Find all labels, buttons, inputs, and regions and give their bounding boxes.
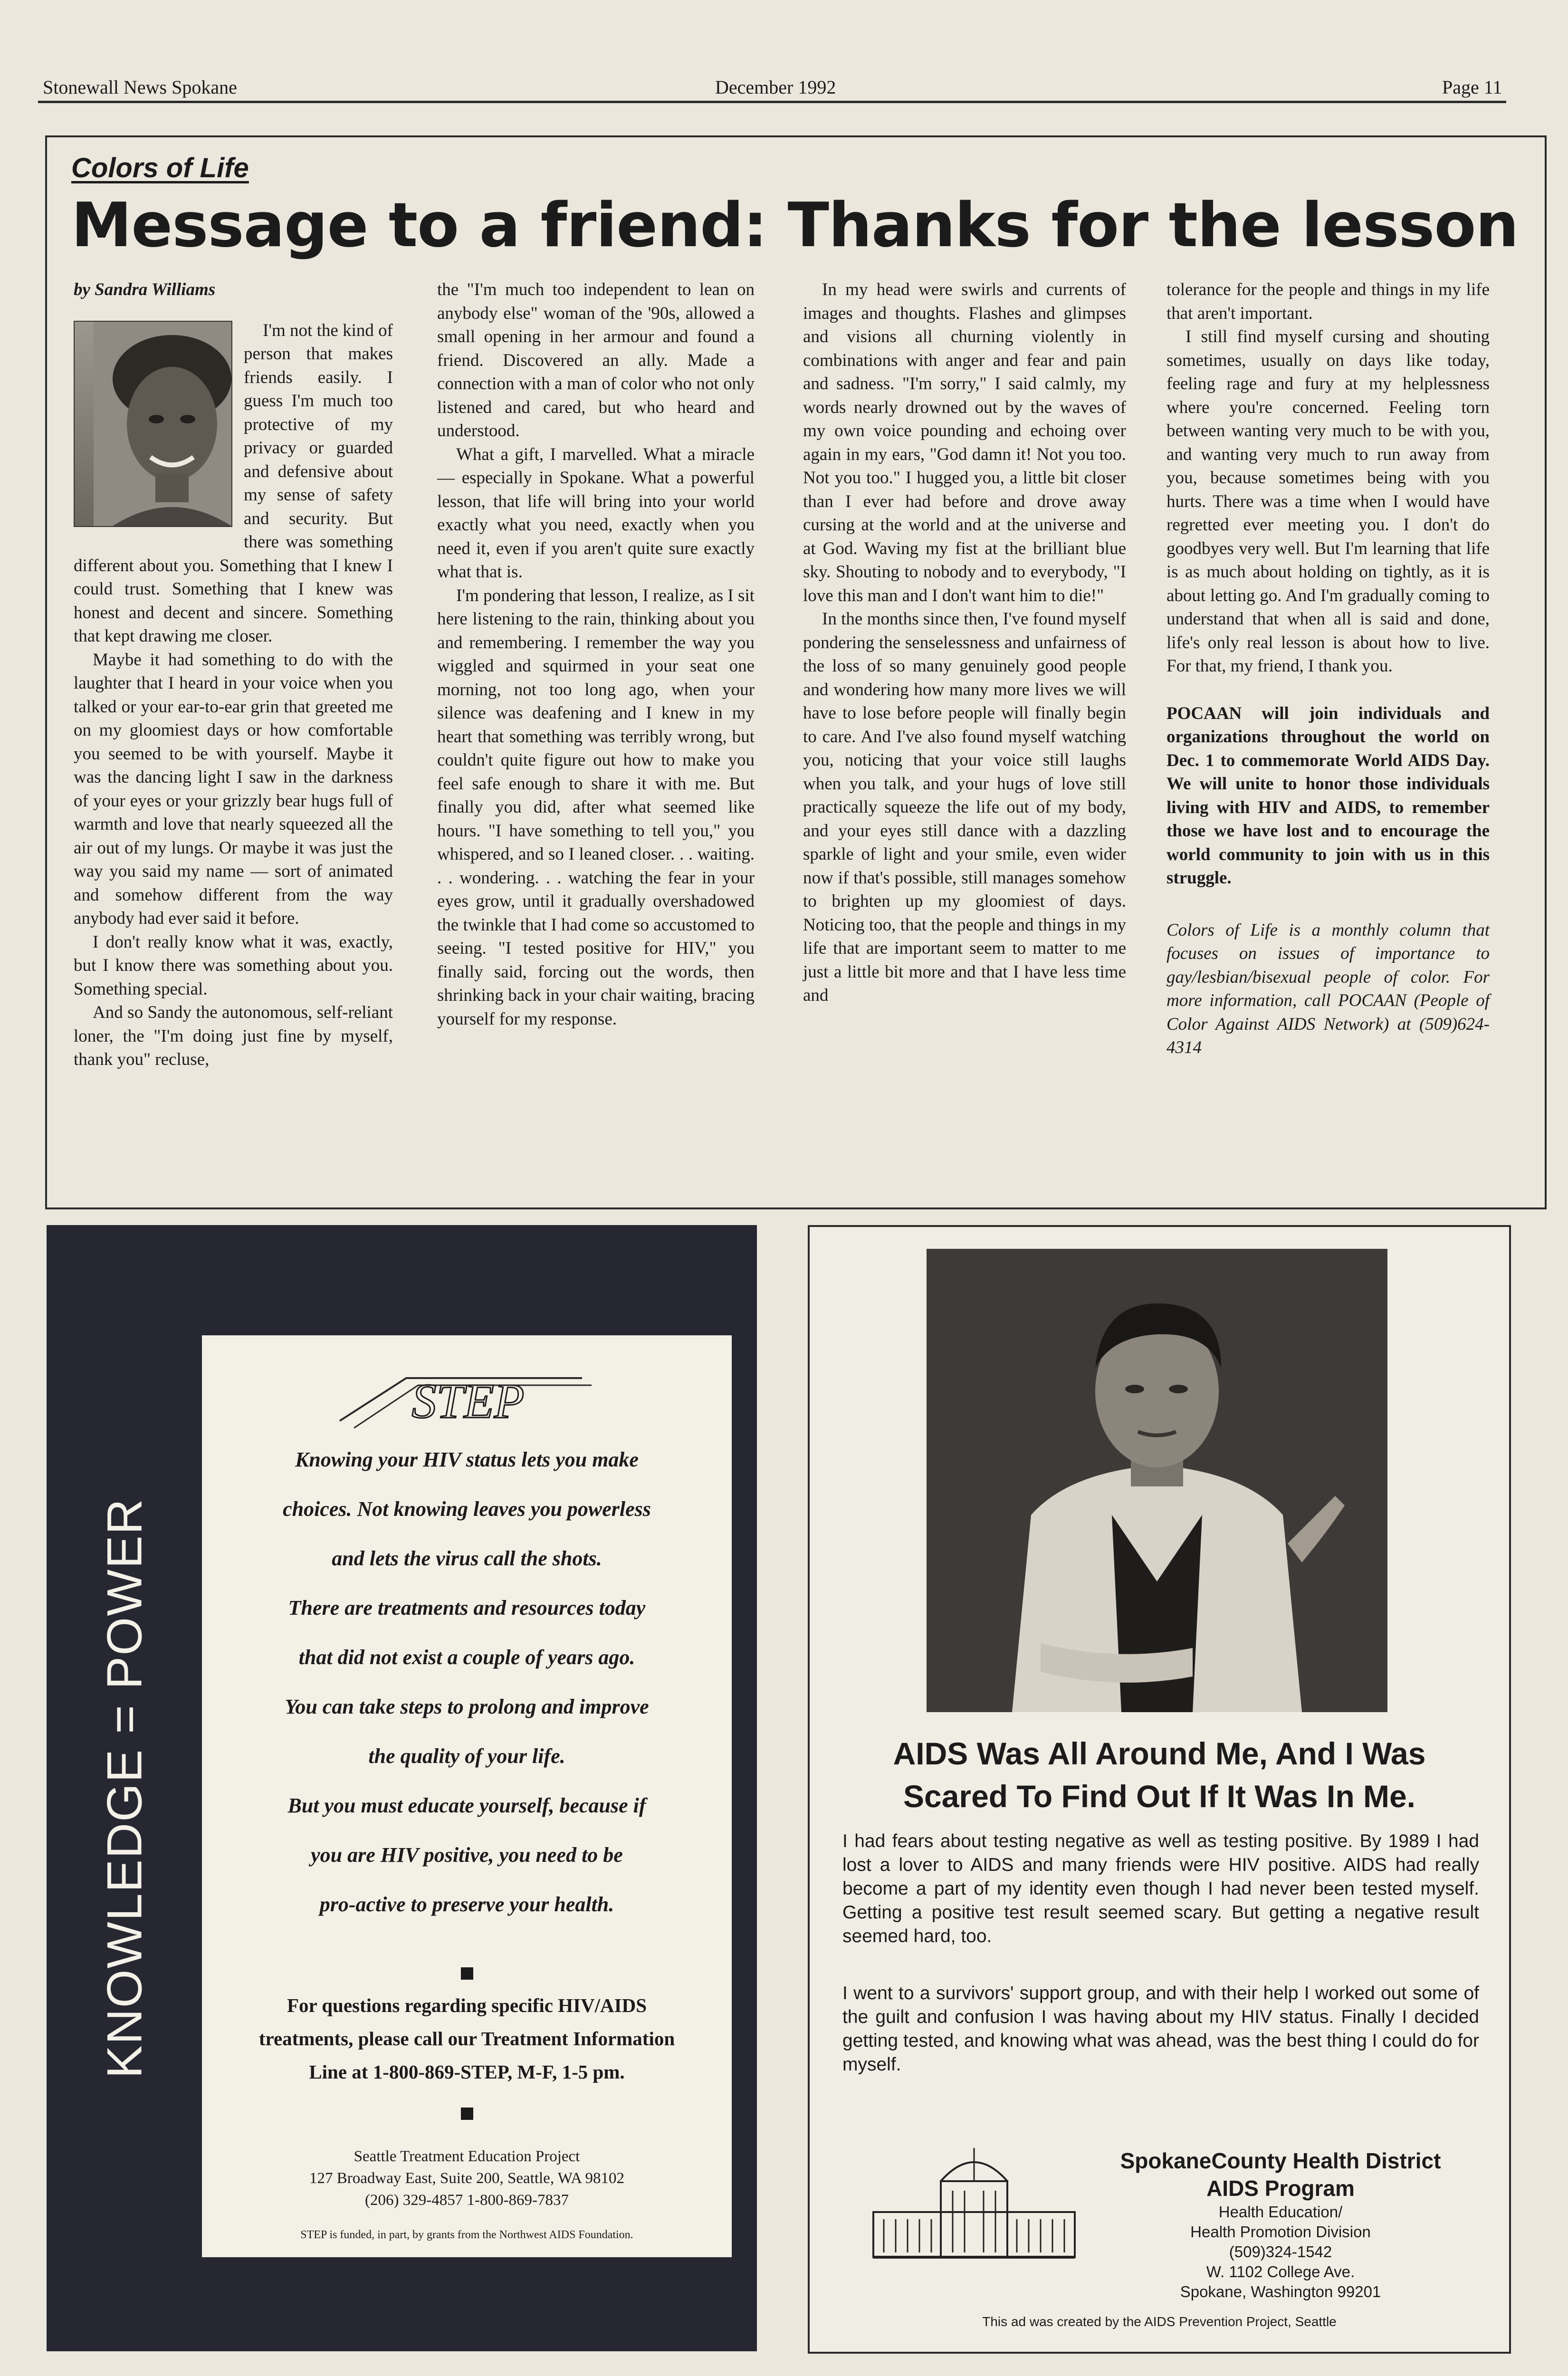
step-organization: Seattle Treatment Education Project 127 Broadway East, Suite 200, Seattle, WA 98102 (206) 329-4857 1-800-869-7837 bbox=[309, 2148, 624, 2209]
paragraph: And so Sandy the autonomous, self-reliant loner, the "I'm doing just fine by myself, thank you" recluse, bbox=[74, 1003, 393, 1069]
paragraph: Maybe it had something to do with the laughter that I heard in your voice when you talked or your ear-to-ear grin that greeted me on my gloomiest days or how comfortable you seemed to be with yourself. Maybe it was the dancing light I saw in the darkness of your eyes or your grizzly bear hugs full of warmth and love that nearly squeezed all the air out of my lungs. Or maybe it was just the way you said my name — sort of animated and somehow different from the way anybody had ever said it before. bbox=[74, 650, 393, 928]
man-portrait-photo bbox=[927, 1249, 1387, 1712]
paragraph: In the months since then, I've found myself pondering the senselessness and unfairness of the loss of so many genuinely good people and wondering how many more lives we will have to lose before people will finally begin to care. And I've also found myself watching you, noticing that your voice still laughs when you talk, and your hugs of love still practically squeeze the life out of my body, and your eyes still dance with a dazzling sparkle of light and your smile, even wider now if that's possible, still manages somehow to brighten up my gloomiest of days. Noticing too, that the people and things in my life that are important seem to matter to me just a little bit more and that I have less time and bbox=[803, 609, 1126, 1005]
street-address: W. 1102 College Ave. bbox=[1206, 2263, 1355, 2280]
program-name: AIDS Program bbox=[1206, 2176, 1355, 2201]
paragraph: I'm not the kind of person that makes friends easily. I guess I'm much too protective of my privacy or guarded and defensive about my sense of safety and security. But there was something different about you. Something that I knew I could trust. Something that I knew was honest and decent and sincere. Something that kept drawing me closer. bbox=[74, 320, 393, 646]
org-name: SpokaneCounty Health District bbox=[1120, 2148, 1441, 2173]
paragraph: I still find myself cursing and shouting sometimes, usually on days like today, feeling rage and fury at my helplessness where you're concerned. Feeling torn between wanting very much to be with you, and wanting very much to run away from you, because sometimes being with you hurts. There was a time when I would have regretted ever meeting you. I don't do goodbyes very well. But I'm learning that life is as much about holding on tightly, as it is about letting go. And I'm gradually coming to understand that when all is said and done, life's only real lesson is about how to live. For that, my friend, I thank you. bbox=[1166, 327, 1490, 676]
ad-credit: This ad was created by the AIDS Prevention Project, Seattle bbox=[982, 2314, 1337, 2329]
author-photo bbox=[74, 321, 232, 527]
paragraph: In my head were swirls and currents of images and thoughts. Flashes and glimpses and visions all churning violently in combinations with anger and fear and pain and sadness. "I'm sorry," I said calmly, my words nearly drowned out by the waves of my own voice pounding and echoing over again in my ears, "God damn it! Not you too. Not you too." I hugged you, a little bit closer than I ever had before and drove away cursing at the world and at the universe and at God. Waving my fist at the brilliant blue sky. Shouting to nobody and to everybody, "I love this man and I don't want him to die!" bbox=[803, 280, 1126, 605]
step-ad-content bbox=[202, 1335, 732, 2257]
city-address: Spokane, Washington 99201 bbox=[1180, 2283, 1381, 2300]
article-column-1 bbox=[74, 278, 393, 1072]
article-column-3 bbox=[803, 278, 1126, 1007]
step-contact-info: For questions regarding specific HIV/AIDS treatments, please call our Treatment Information Line at 1-800-869-STEP, M-F, 1-5 pm. bbox=[258, 1994, 675, 2083]
column-note: Colors of Life is a monthly column that focuses on issues of importance to gay/lesbian/bisexual people of color. For more information, call POCAAN (People of Color Against AIDS Network) at (509)624-4314 bbox=[1166, 920, 1490, 1057]
step-message: Knowing your HIV status lets you make choices. Not knowing leaves you powerless and lets the virus call the shots. There are treatments and resources today that did not exist a couple of years ago. You can take steps to prolong and improve the quality of your life. But you must educate yourself, because if you are HIV positive, you need to be pro-active to preserve your health. bbox=[283, 1448, 651, 1916]
pocaan-announcement: POCAAN will join individuals and organizations throughout the world on Dec. 1 to commemorate World AIDS Day. We will unite to honor those individuals living with HIV and AIDS, to remember those we have lost and to encourage the world community to join with us in this struggle. bbox=[1166, 703, 1490, 888]
article-column-2 bbox=[437, 278, 755, 1031]
publication-name: Stonewall News Spokane bbox=[43, 77, 237, 98]
step-logo bbox=[335, 1361, 601, 1437]
paragraph: the "I'm much too independent to lean on anybody else" woman of the '90s, allowed a small opening in her armour and found a friend. Discovered an ally. Made a connection with a man of color who not only listened and cared, but who heard and understood. bbox=[437, 280, 755, 441]
page-number: Page 11 bbox=[1442, 77, 1502, 98]
article-column-4 bbox=[1166, 278, 1490, 1060]
county-ad-paragraph: I went to a survivors' support group, and with their help I worked out some of the guilt and confusion I was having about my HIV status. Finally I decided getting tested, and knowing what was ahead, was the best thing I could do for myself. bbox=[842, 1983, 1479, 2075]
county-ad-headline: AIDS Was All Around Me, And I Was Scared To Find Out If It Was In Me. bbox=[893, 1736, 1426, 1814]
byline: by Sandra Williams bbox=[74, 280, 216, 299]
phone-number: (509)324-1542 bbox=[1229, 2243, 1332, 2261]
bullet-icon bbox=[461, 2108, 473, 2120]
step-side-panel bbox=[47, 1225, 203, 2351]
building-icon bbox=[870, 2141, 1079, 2264]
svg-text:STEP: STEP bbox=[411, 1374, 525, 1428]
knowledge-power-slogan: KNOWLEDGE = POWER bbox=[97, 1498, 153, 2079]
bullet-icon bbox=[461, 1967, 473, 1980]
paragraph: I don't really know what it was, exactly, but I know there was something about you. Something special. bbox=[74, 932, 393, 999]
column-kicker: Colors of Life bbox=[71, 153, 249, 183]
paragraph: What a gift, I marvelled. What a miracle — especially in Spokane. What a powerful lesson, that life will bring into your world exactly what you need, exactly when you need it, even if you aren't quite sure exactly what that is. bbox=[437, 444, 755, 582]
step-funding-note: STEP is funded, in part, by grants from the Northwest AIDS Foundation. bbox=[300, 2229, 633, 2241]
article-headline: Message to a friend: Thanks for the lesson bbox=[71, 190, 1519, 261]
county-ad-paragraph: I had fears about testing negative as well as testing positive. By 1989 I had lost a lover to AIDS and many friends were HIV positive. AIDS had really become a part of my identity even though I had never been tested myself. Getting a positive test result seemed scary. But getting a negative result seemed hard, too. bbox=[842, 1831, 1479, 1946]
header-rule bbox=[38, 101, 1506, 103]
issue-date: December 1992 bbox=[715, 77, 836, 98]
county-org-block: SpokaneCounty Health District AIDS Program Health Education/ Health Promotion Division (509)324-1542 W. 1102 College Ave. Spokane, Washington 99201 bbox=[1093, 2147, 1468, 2302]
paragraph: tolerance for the people and things in my life that aren't important. bbox=[1166, 280, 1490, 323]
paragraph: I'm pondering that lesson, I realize, as I sit here listening to the rain, thinking about you and remembering. I remember the way you wiggled and squirmed in your seat one morning, not too long ago, when your silence was deafening and I knew in my heart that something was terribly wrong, but couldn't quite figure out how to make you feel safe enough to share it with me. But finally you did, after what seemed like hours. "I have something to tell you," you whispered, and so I leaned closer. . . waiting. . . wondering. . . watching the fear in your eyes grow, until it gradually overshadowed the twinkle that I had come so accustomed to seeing. "I tested positive for HIV," you finally said, forcing out the words, then shrinking back in your chair waiting, bracing yourself for my response. bbox=[437, 585, 755, 1029]
